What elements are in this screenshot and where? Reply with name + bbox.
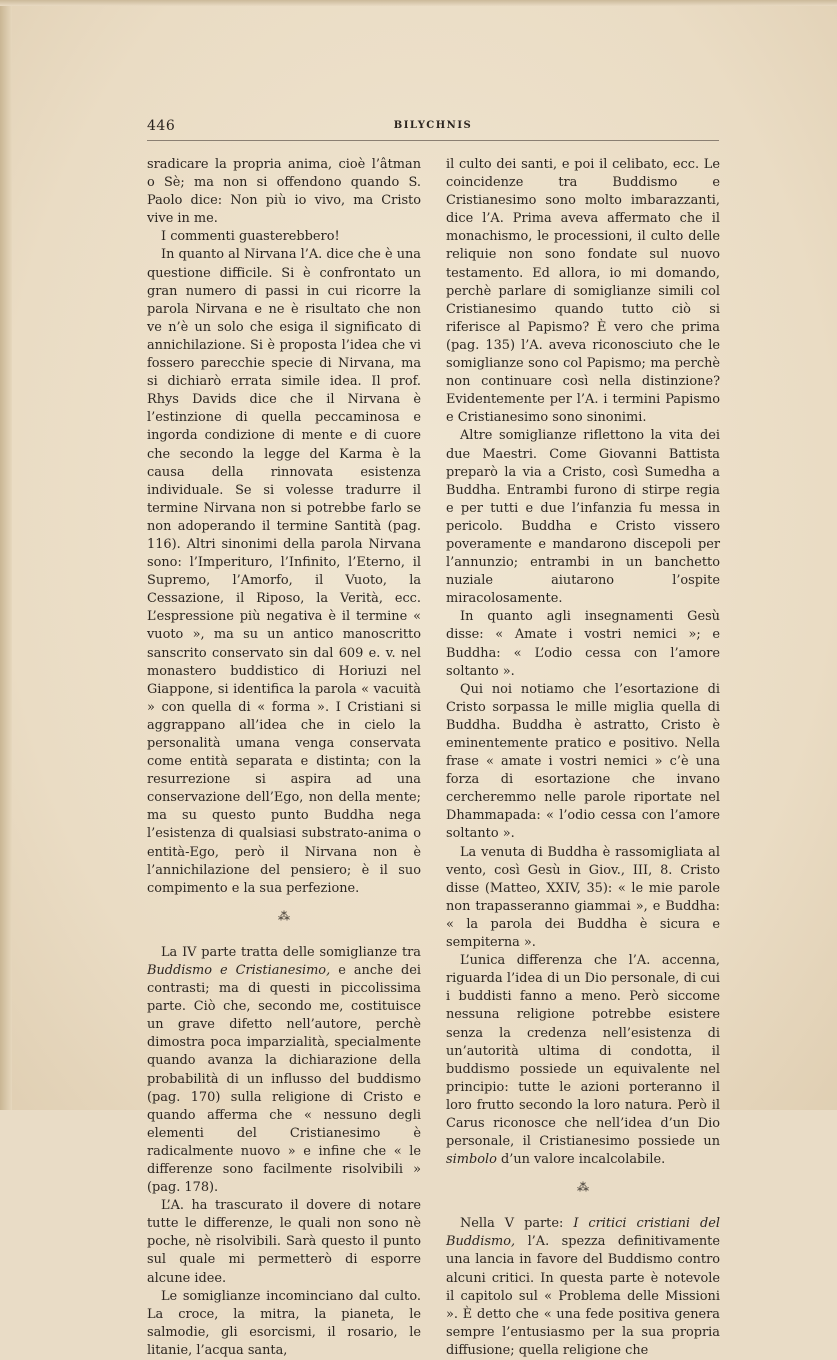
text-span: e anche dei contrasti; ma di questi in piccolissima parte. Ciò che, secondo me, costituisce un grave difetto nell’autore, perchè dimostra poca imparzialità, specialmente quando avanza la dichiarazione della probabilità di un influsso del buddismo (pag. 170) sulla religione di Cristo e quando afferma che « nessuno degli elementi del Cristianesimo è radicalmente nuovo » e infine che « le differenze sono facilmente risolvibili » (pag. 178). bbox=[147, 962, 422, 1196]
paragraph: La venuta di Buddha è rassomigliata al vento, così Gesù in Giov., III, 8. Cristo disse (Matteo, XXIV, 35): « le mie parole non trapasseranno giammai », e Buddha: « la parola dei Buddha è sicura e sempiterna ». bbox=[446, 844, 720, 951]
italic-word: simbolo bbox=[446, 1152, 497, 1168]
asterism-icon: ⁂ bbox=[577, 1180, 589, 1195]
italic-title: Buddismo e Cristianesimo, bbox=[147, 962, 331, 978]
text-span: L’unica differenza che l’A. accenna, riguarda l’idea di un Dio personale, di cui i buddisti fanno a meno. Però siccome nessuna religione potrebbe esistere senza la credenza nell’esistenza di un’autorità ultima di condotta, il buddismo possiede un equivalente nel principio: tutte le azioni porteranno il loro frutto secondo la loro natura. Però il Carus riconosce che nell’idea d’un Dio personale, il Cristianesimo possiede un bbox=[446, 953, 720, 1150]
paragraph bbox=[446, 952, 720, 1169]
page-number: 446 bbox=[147, 118, 176, 134]
asterism-icon: ⁂ bbox=[278, 908, 290, 923]
paragraph: In quanto agli insegnamenti Gesù disse: « Amate i vostri nemici »; e Buddha: « L’odio cessa con l’amore soltanto ». bbox=[446, 609, 720, 679]
right-column bbox=[446, 156, 720, 1360]
paragraph: il culto dei santi, e poi il celibato, ecc. Le coincidenze tra Buddismo e Cristianesimo sono molto imbarazzanti, dice l’A. Prima aveva affermato che il monachismo, le processioni, il culto delle reliquie non sono fondate sul nuovo testamento. Ed allora, io mi domando, perchè parlare di somiglianze simili col Cristianesimo quando tutto ciò si riferisce al Papismo? È vero che prima (pag. 135) l’A. aveva riconosciuto che le somiglianze sono col Papismo; ma perchè non continuare così nella distinzione? Evidentemente per l’A. i termini Papismo e Cristianesimo sono sinonimi. bbox=[446, 157, 720, 426]
running-title: BILYCHNIS bbox=[393, 120, 473, 131]
paragraph bbox=[147, 944, 421, 1197]
paragraph: I commenti guasterebbero! bbox=[161, 229, 340, 245]
italic-title: I critici cristiani del Buddismo, bbox=[446, 1216, 720, 1250]
page-edge-left bbox=[0, 0, 12, 1110]
text-span: d’un valore incalcolabile. bbox=[500, 1152, 666, 1168]
paragraph bbox=[446, 1215, 720, 1360]
text-span: l’A. spezza definitivamente una lancia in favore del Buddismo contro alcuni critici. In questa parte è notevole il capitolo sul « Problema delle Missioni ». È detto che « una fede positiva genera sempre l’entusiasmo per la sua propria diffusione; quella religione che bbox=[446, 1234, 720, 1358]
paragraph: L’A. ha trascurato il dovere di notare tutte le differenze, le quali non sono nè poche, nè risolvibili. Sarà questo il punto sul quale mi permetterò di esporre alcune idee. bbox=[147, 1198, 421, 1286]
paragraph: In quanto al Nirvana l’A. dice che è una questione difficile. Si è confrontato un gran numero di passi in cui ricorre la parola Nirvana e ne è risultato che non ve n’è un solo che esiga il significato di annichilazione. Si è proposta l’idea che vi fossero parecchie specie di Nirvana, ma si dichiarò errata simile idea. Il prof. Rhys Davids dice che il Nirvana è l’estinzione di quella peccaminosa e ingorda condizione di mente e di cuore che secondo la legge del Karma è la causa della rinnovata esistenza individuale. Se si volesse tradurre il termine Nirvana non si potrebbe farlo se non adoperando il termine Santità (pag. 116). Altri sinonimi della parola Nirvana sono: l’Imperituro, l’Infinito, l’Eterno, il Supremo, l’Amorfo, il Vuoto, la Cessazione, il Riposo, la Verità, ecc. L’espressione più negativa è il termine « vuoto », ma su un antico manoscritto sanscrito conservato sin dal 609 e. v. nel monastero buddistico di Horiuzi nel Giappone, si identifica la parola « vacuità » con quella di « forma ». I Cristiani si aggrappano all’idea che in cielo la personalità umana venga conservata come entità separata e distinta; con la resurrezione si aspira ad una conservazione dell’Ego, non della mente; ma su questo punto Buddha nega l’esistenza di qualsiasi substrato-anima o entità-Ego, però il Nirvana non è l’annichilazione del pensiero; è il suo compimento e la sua perfezione. bbox=[147, 247, 421, 896]
section-separator bbox=[446, 1169, 720, 1215]
section-separator bbox=[147, 898, 421, 944]
paragraph: Qui noi notiamo che l’esortazione di Cristo sorpassa le mille miglia quella di Buddha. Buddha è astratto, Cristo è eminentemente pratico e positivo. Nella frase « amate i vostri nemici » c’è una forza di esortazione che invano cercheremmo nelle parole riportate nel Dhammapada: « l’odio cessa con l’amore soltanto ». bbox=[446, 681, 720, 842]
text-span: Nella V parte: bbox=[460, 1216, 564, 1232]
page-header bbox=[147, 118, 719, 141]
paragraph: Le somiglianze incominciano dal culto. La croce, la mitra, la pianeta, le salmodie, gli esorcismi, il rosario, le litanie, l’acqua santa, bbox=[147, 1288, 421, 1358]
page-edge-top bbox=[0, 0, 837, 6]
left-column bbox=[147, 156, 421, 1360]
paragraph: Altre somiglianze riflettono la vita dei due Maestri. Come Giovanni Battista preparò la via a Cristo, così Sumedha a Buddha. Entrambi furono di stirpe regia e per tutti e due l’infanzia fu messa in pericolo. Buddha e Cristo vissero poveramente e mandarono discepoli per l’annunzio; entrambi in un banchetto nuziale aiutarono l’ospite miracolosamente. bbox=[446, 428, 720, 607]
text-span: La IV parte tratta delle somiglianze tra bbox=[161, 944, 421, 960]
paragraph: sradicare la propria anima, cioè l’âtman o Sè; ma non si offendono quando S. Paolo dice: Non più io vivo, ma Cristo vive in me. bbox=[147, 157, 421, 227]
